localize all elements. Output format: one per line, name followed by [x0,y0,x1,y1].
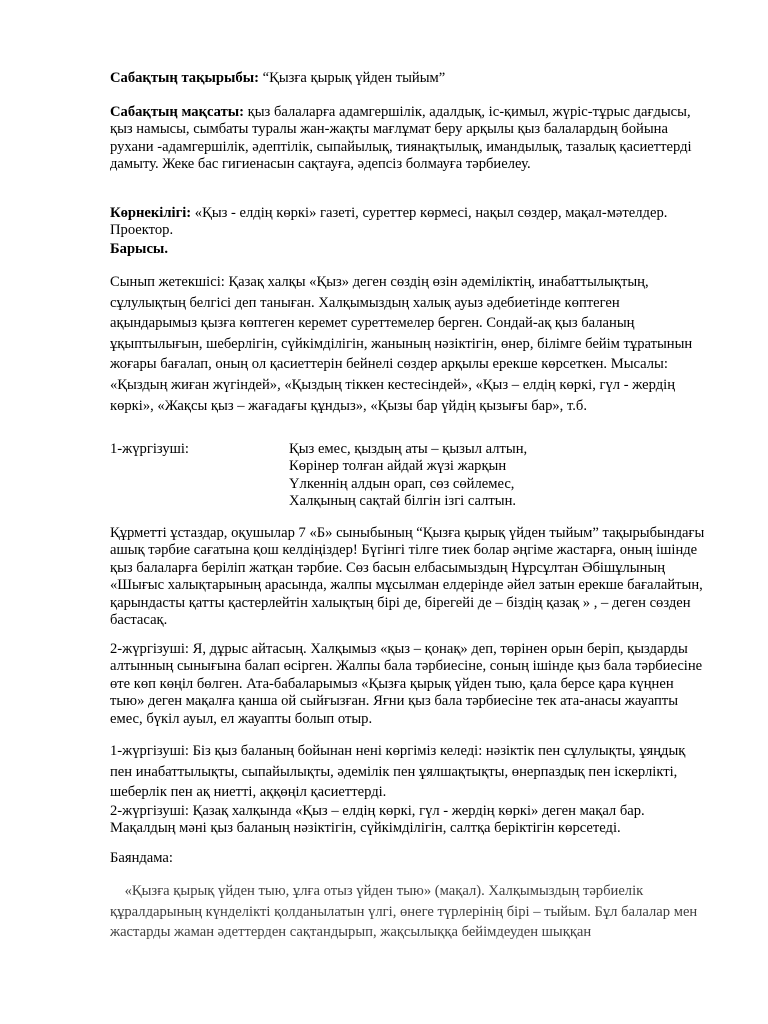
poem-line: Қыз емес, қыздың аты – қызыл алтын, [289,441,528,457]
topic-text: “Қызға қырық үйден тыйым” [258,70,446,86]
lesson-visuals [110,205,710,240]
visuals-text: «Қыз - елдің көркі» газеті, суреттер көрмесі, нақыл сөздер, мақал-мәтелдер. Проектор. [110,205,668,239]
poem [289,441,527,511]
poem-line: Үлкеннің алдын орап, сөз сөйлемес, [289,475,515,492]
visuals-label: Көрнекілігі: [110,205,192,221]
host2b-paragraph: 2-жүргізуші: Қазақ халқында «Қыз – елдің көркі, гүл - жердің көркі» деген мақал бар. Мақалдың мәні қыз баланың нәзіктігін, сүйкімділігін, салтқа беріктігін көрсетеді. [110,803,645,837]
lesson-aim [110,104,710,174]
host2-paragraph: 2-жүргізуші: Я, дұрыс айтасың. Халқымыз «қыз – қонақ» деп, төрінен орын беріп, қыздарды алтынның сынығына балап өсірген. Жалпы бала тәрбиесіне, соның ішінде қыз бала тәрбиесіне өте көп көңіл бөлген. Ата-бабаларымыз «Қызға қырық үйден тыю, қала берсе қара күңнен тыю» деген мақалға қанша ой сыйғызған. Яғни қыз бала тәрбиесіне тек ата-анасы жауапты емес, бүкіл ауыл, ел жауапты болып отыр. [110,641,703,727]
host1-paragraph: 1-жүргізуші: Біз қыз баланың бойынан нені көргіміз келеді: нәзіктік пен сұлулықты, ұяңдық пен инабаттылықты, сыпайылықты, әдемілік пен ұялшақтықты, өнерпаздық пен іскерлікті, шеберлік пен ақ ниетті, аққөңіл қасиеттерді. [110,743,686,801]
aim-text: қыз балаларға адамгершілік, адалдық, іс-қимыл, жүріс-тұрыс дағдысы, қыз намысы, сымбаты туралы жан-жақты мағлұмат беру арқылы қыз балалардың бойына рухани -адамгершілік, әдептілік, сыпайылық, тиянақтылық, имандылық, тазалық қасиеттерді дамыту. Жеке бас гигиенасын сақтауға, әдепсіз болмауға тәрбиелеу. [110,104,692,173]
progress-heading: Барысы. [110,241,168,257]
lesson-topic [110,70,710,87]
teacher-paragraph: Сынып жетекшісі: Қазақ халқы «Қыз» деген сөздің өзін әдеміліктің, инабаттылықтың, сұлулықтың белгісі деп таныған. Халқымыздың халық ауыз әдебиетінде көптеген ақындарымыз қызға көптеген керемет суреттемелер берген. Сондай-ақ қыз баланың ұқыптылығын, шеберлігін, сүйкімділігін, жанының нәзіктігін, өнер, білімге бейім тұратынын жоғары бағалап, оның ол қасиеттерін бейнелі сөздер арқылы ерекше көрсеткен. Мысалы: «Қыздың жиған жүгіндей», «Қыздың тіккен кестесіндей», «Қыз – елдің көркі, гүл - жердің көркі», «Жақсы қыз – жағадағы құндыз», «Қызы бар үйдің қызығы бар», т.б. [110,274,693,414]
poem-line: Көрінер толған айдай жүзі жарқын [289,458,507,475]
aim-label: Сабақтың мақсаты: [110,104,245,120]
poem-line: Халқының сақтай білгін ізгі салтын. [289,493,517,510]
report-paragraph: «Қызға қырық үйден тыю, ұлға отыз үйден тыю» (мақал). Халқымыздың тәрбиелік құралдарының күнделікті қолданылатын үлгі, өнеге түрлерінің бірі – тыйым. Бұл балалар мен жастарды жаман әдеттерден сақтандырып, жақсылыққа бейімдеуден шыққан [110,883,701,941]
topic-label: Сабақтың тақырыбы: [110,70,259,86]
welcome-paragraph: Құрметті ұстаздар, оқушылар 7 «Б» сыныбының “Қызға қырық үйден тыйым” тақырыбындағы ашық тәрбие сағатына қош келдіңіздер! Бүгінгі тілге тиек болар әңгіме жастарға, оның ішінде қыз балаларға беріліп жатқан тәрбие. Сөз басын елбасымыздың Нұрсұлтан Әбішұлының «Шығыс халықтарының арасында, жалпы мұсылман елдерінде әйел затын ерекше бағалайтын, қарындасты қатты қастерлейтін халықтың бірі де, бірегейі де – біздің қазақ » , – деген сөзден бастасақ. [110,525,705,629]
report-label: Баяндама: [110,850,173,866]
poem-speaker: 1-жүргізуші: [110,441,189,457]
